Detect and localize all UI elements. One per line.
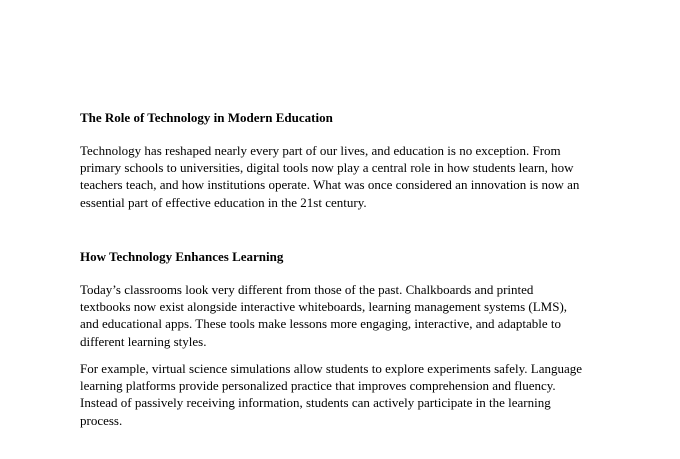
intro-paragraph (80, 142, 610, 211)
paragraph-line: essential part of effective education in the 21st century. (80, 194, 367, 210)
paragraph-line: primary schools to universities, digital tools now play a central role in how students learn, how (80, 160, 574, 176)
paragraph-line: Technology has reshaped nearly every part of our lives, and education is no exception. From (80, 143, 561, 158)
section-heading-enhances-learning: How Technology Enhances Learning (80, 249, 284, 264)
paragraph-line: For example, virtual science simulations allow students to explore experiments safely. Language (80, 361, 583, 376)
paragraph-line: process. (80, 412, 123, 428)
paragraph-line: textbooks now exist alongside interactive whiteboards, learning management systems (LMS), (80, 299, 568, 315)
example-paragraph (80, 360, 610, 429)
paragraph-line: and educational apps. These tools make lessons more engaging, interactive, and adaptable to (80, 316, 561, 332)
paragraph-line: different learning styles. (80, 333, 207, 349)
paragraph-line: Instead of passively receiving information, students can actively participate in the learning (80, 395, 551, 411)
paragraph-line: Today’s classrooms look very different from those of the past. Chalkboards and printed (80, 282, 534, 297)
section-heading-role-of-technology: The Role of Technology in Modern Education (80, 110, 333, 125)
classrooms-paragraph (80, 281, 610, 350)
paragraph-line: teachers teach, and how institutions operate. What was once considered an innovation is now an (80, 177, 580, 193)
paragraph-line: learning platforms provide personalized practice that improves comprehension and fluency. (80, 378, 556, 394)
